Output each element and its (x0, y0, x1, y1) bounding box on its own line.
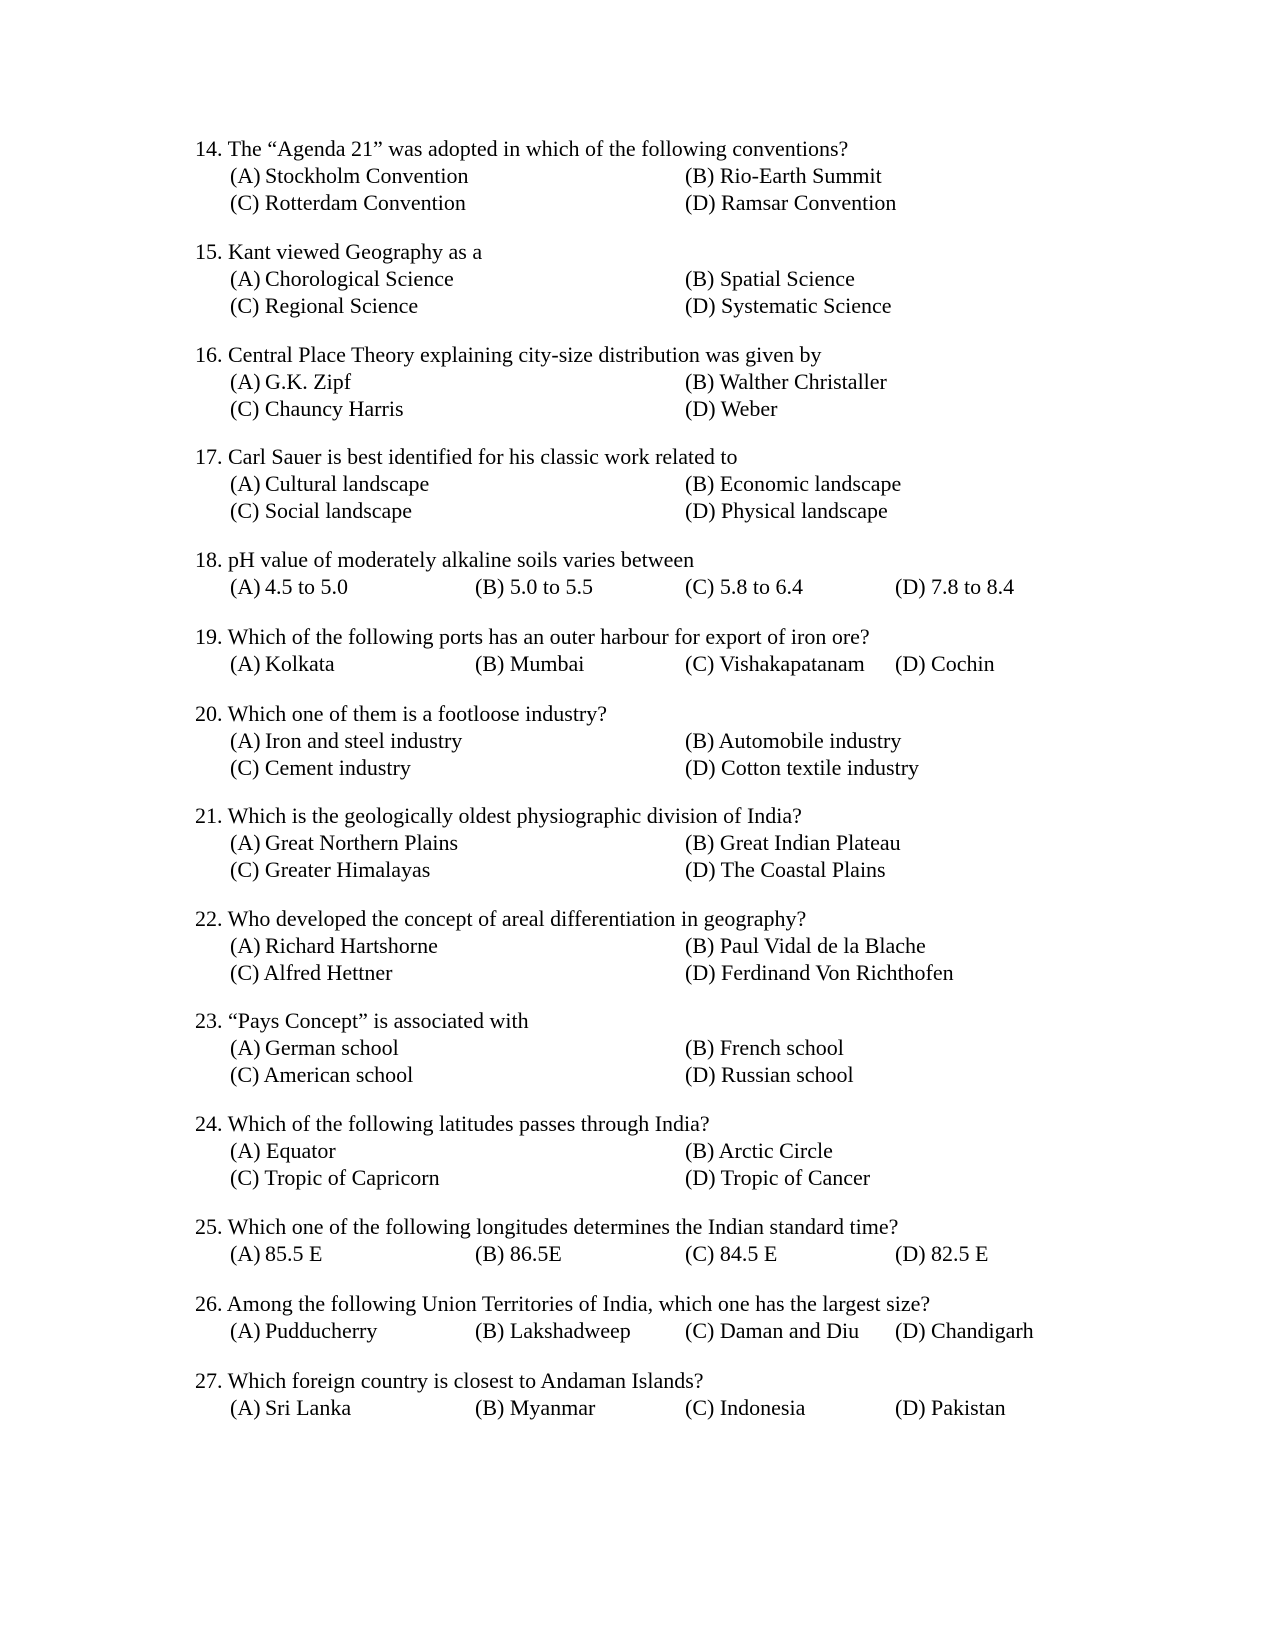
question-stem (195, 135, 1075, 162)
question-number: 24. (195, 1111, 223, 1136)
option-a: (A) Iron and steel industry (230, 728, 463, 753)
option-b: (B) Paul Vidal de la Blache (685, 933, 926, 958)
question-stem (195, 1367, 1075, 1394)
option-b: (B) Myanmar (475, 1395, 596, 1420)
question-text: Who developed the concept of areal differentiation in geography? (227, 906, 807, 931)
question-text: Which foreign country is closest to Andaman Islands? (227, 1368, 704, 1393)
option-d: (D) Pakistan (895, 1395, 1006, 1420)
option-d: (D) Russian school (685, 1062, 854, 1087)
option-c: (C) Rotterdam Convention (230, 190, 466, 215)
question-stem (195, 341, 1075, 368)
option-d: (D) Cochin (895, 651, 995, 676)
option-b: (B) Automobile industry (685, 728, 902, 753)
option-d: (D) Systematic Science (685, 293, 892, 318)
option-c: (C) Alfred Hettner (230, 960, 393, 985)
question-text: pH value of moderately alkaline soils varies between (228, 547, 695, 572)
options-row (195, 1394, 1075, 1421)
option-b: (B) 86.5E (475, 1241, 562, 1266)
options-row (195, 1061, 1075, 1088)
question-16 (195, 341, 1075, 422)
options-row (195, 292, 1075, 319)
options-row (195, 395, 1075, 422)
option-a: (A) German school (230, 1035, 399, 1060)
question-text: Which of the following latitudes passes through India? (227, 1111, 710, 1136)
question-14 (195, 135, 1075, 216)
question-22 (195, 905, 1075, 986)
option-c: (C) Vishakapatanam (685, 651, 865, 676)
option-b: (B) Economic landscape (685, 471, 902, 496)
question-25 (195, 1213, 1075, 1267)
question-number: 20. (195, 701, 223, 726)
option-a: (A) Richard Hartshorne (230, 933, 438, 958)
option-b: (B) Arctic Circle (685, 1138, 833, 1163)
question-26 (195, 1290, 1075, 1344)
options-row (195, 497, 1075, 524)
question-text: “Pays Concept” is associated with (228, 1008, 529, 1033)
option-a: (A) 85.5 E (230, 1241, 323, 1266)
options-row (195, 932, 1075, 959)
option-b: (B) Spatial Science (685, 266, 855, 291)
option-a: (A) Pudducherry (230, 1318, 378, 1343)
question-number: 27. (195, 1368, 223, 1393)
question-17 (195, 443, 1075, 524)
options-row (195, 1034, 1075, 1061)
options-row (195, 754, 1075, 781)
options-row (195, 573, 1075, 600)
option-c: (C) American school (230, 1062, 414, 1087)
options-row (195, 727, 1075, 754)
option-c: (C) Regional Science (230, 293, 419, 318)
option-b: (B) Mumbai (475, 651, 585, 676)
question-text: Which one of them is a footloose industry? (227, 701, 608, 726)
option-c: (C) Greater Himalayas (230, 857, 431, 882)
question-text: Among the following Union Territories of India, which one has the largest size? (226, 1291, 931, 1316)
option-a: (A) G.K. Zipf (230, 369, 352, 394)
options-row (195, 856, 1075, 883)
options-row (195, 162, 1075, 189)
option-d: (D) The Coastal Plains (685, 857, 886, 882)
option-d: (D) Weber (685, 396, 778, 421)
question-number: 15. (195, 239, 223, 264)
question-number: 18. (195, 547, 223, 572)
question-number: 25. (195, 1214, 223, 1239)
question-text: Carl Sauer is best identified for his classic work related to (228, 444, 738, 469)
option-d: (D) 82.5 E (895, 1241, 989, 1266)
options-row (195, 470, 1075, 497)
question-number: 26. (195, 1291, 223, 1316)
option-d: (D) Ramsar Convention (685, 190, 897, 215)
option-c: (C) Indonesia (685, 1395, 806, 1420)
question-stem (195, 802, 1075, 829)
option-c: (C) 84.5 E (685, 1241, 778, 1266)
question-27 (195, 1367, 1075, 1421)
option-a: (A) Stockholm Convention (230, 163, 469, 188)
question-19 (195, 623, 1075, 677)
option-b: (B) Lakshadweep (475, 1318, 631, 1343)
options-row (195, 959, 1075, 986)
option-d: (D) Tropic of Cancer (685, 1165, 871, 1190)
question-stem (195, 1110, 1075, 1137)
option-a: (A) 4.5 to 5.0 (230, 574, 349, 599)
question-18 (195, 546, 1075, 600)
question-text: Central Place Theory explaining city-size distribution was given by (228, 342, 822, 367)
option-d: (D) Chandigarh (895, 1318, 1034, 1343)
option-d: (D) 7.8 to 8.4 (895, 574, 1015, 599)
option-c: (C) Tropic of Capricorn (230, 1165, 440, 1190)
question-text: Which of the following ports has an outer harbour for export of iron ore? (227, 624, 870, 649)
option-c: (C) 5.8 to 6.4 (685, 574, 803, 599)
option-c: (C) Chauncy Harris (230, 396, 404, 421)
question-stem (195, 238, 1075, 265)
option-c: (C) Social landscape (230, 498, 413, 523)
option-b: (B) French school (685, 1035, 844, 1060)
option-d: (D) Ferdinand Von Richthofen (685, 960, 954, 985)
question-stem (195, 623, 1075, 650)
question-text: Which one of the following longitudes determines the Indian standard time? (227, 1214, 899, 1239)
question-text: Kant viewed Geography as a (228, 239, 483, 264)
options-row (195, 189, 1075, 216)
question-stem (195, 443, 1075, 470)
option-a: (A) Great Northern Plains (230, 830, 459, 855)
options-row (195, 1164, 1075, 1191)
question-20 (195, 700, 1075, 781)
question-text: Which is the geologically oldest physiographic division of India? (227, 803, 802, 828)
option-c: (C) Daman and Diu (685, 1318, 860, 1343)
question-stem (195, 905, 1075, 932)
option-d: (D) Physical landscape (685, 498, 888, 523)
options-row (195, 1317, 1075, 1344)
question-21 (195, 802, 1075, 883)
question-number: 14. (195, 136, 223, 161)
option-a: (A) Equator (230, 1138, 336, 1163)
options-row (195, 650, 1075, 677)
question-23 (195, 1007, 1075, 1088)
options-row (195, 1137, 1075, 1164)
question-number: 23. (195, 1008, 223, 1033)
question-stem (195, 700, 1075, 727)
question-stem (195, 1007, 1075, 1034)
question-stem (195, 1213, 1075, 1240)
option-a: (A) Chorological Science (230, 266, 454, 291)
question-15 (195, 238, 1075, 319)
options-row (195, 265, 1075, 292)
option-a: (A) Kolkata (230, 651, 335, 676)
question-stem (195, 546, 1075, 573)
option-d: (D) Cotton textile industry (685, 755, 920, 780)
question-text: The “Agenda 21” was adopted in which of the following conventions? (227, 136, 849, 161)
option-c: (C) Cement industry (230, 755, 411, 780)
option-b: (B) Great Indian Plateau (685, 830, 901, 855)
question-number: 19. (195, 624, 223, 649)
option-a: (A) Sri Lanka (230, 1395, 352, 1420)
options-row (195, 368, 1075, 395)
question-number: 22. (195, 906, 223, 931)
option-b: (B) 5.0 to 5.5 (475, 574, 593, 599)
question-number: 21. (195, 803, 223, 828)
options-row (195, 1240, 1075, 1267)
question-24 (195, 1110, 1075, 1191)
question-number: 16. (195, 342, 223, 367)
option-b: (B) Rio-Earth Summit (685, 163, 882, 188)
question-number: 17. (195, 444, 223, 469)
question-stem (195, 1290, 1075, 1317)
option-b: (B) Walther Christaller (685, 369, 887, 394)
options-row (195, 829, 1075, 856)
option-a: (A) Cultural landscape (230, 471, 430, 496)
